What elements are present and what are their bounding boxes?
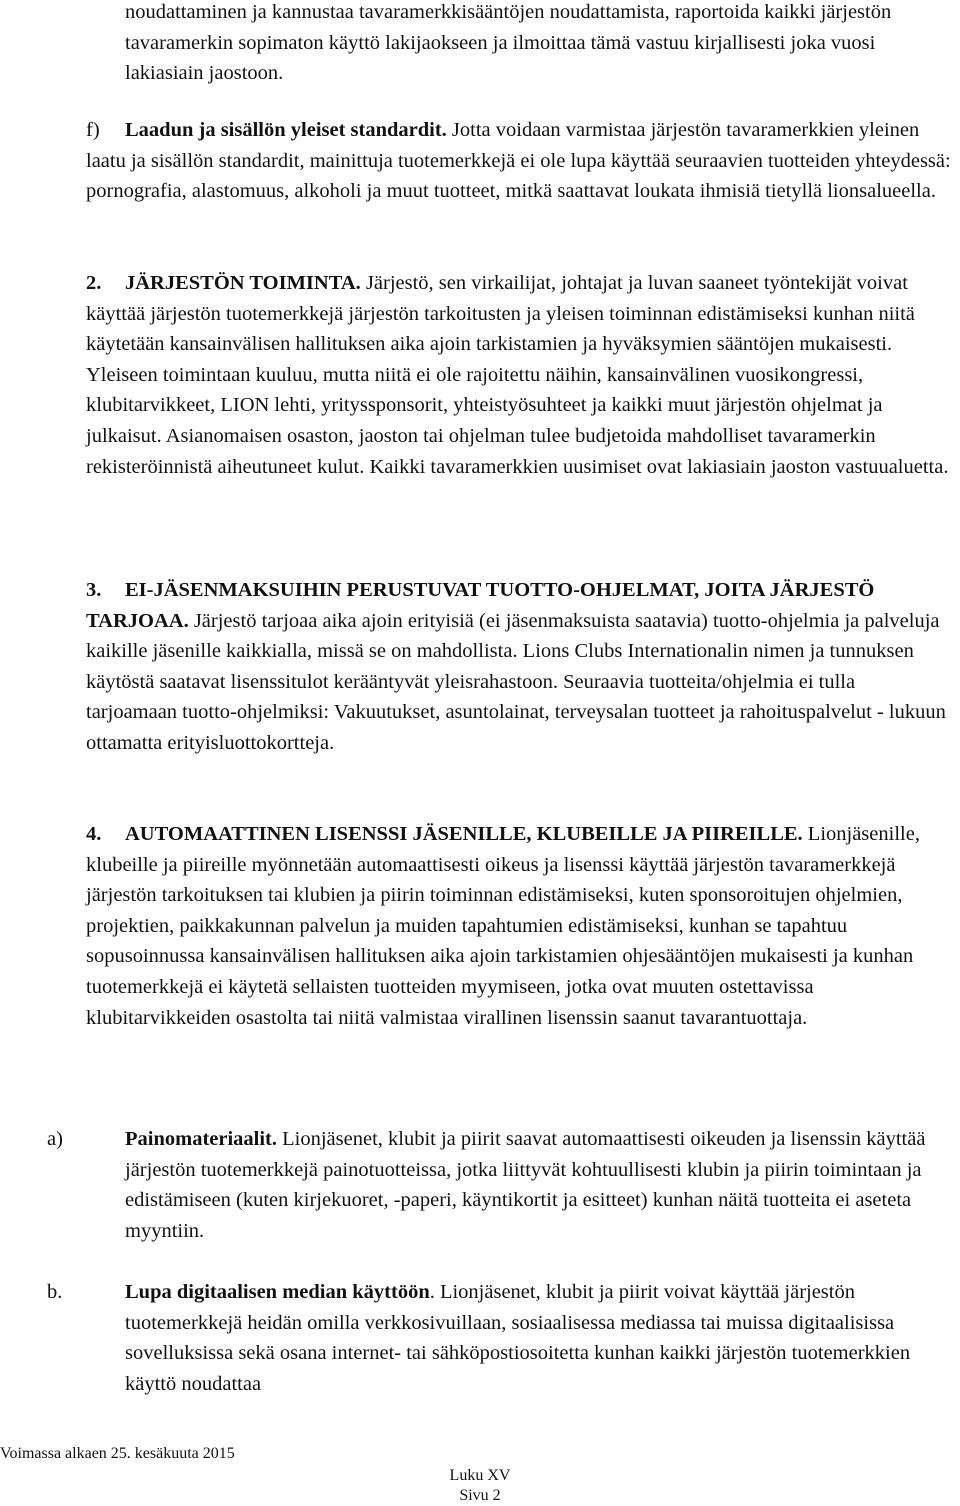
- footer-page-info: [0, 1466, 960, 1506]
- section-4-body: Lionjäsenille, klubeille ja piireille myönnetään automaattisesti oikeus ja lisenssi käyttää järjestön tavaramerkkejä järjestön tarkoituksen tai klubien ja piirin toiminnan edistämiseksi, kuten sponsoroitujen ohjelmien, projektien, paikkakunnan palvelun ja muiden tapahtumien edistämiseksi, kunhan se tapahtuu sopusoinnussa kansainvälisen hallituksen aika ajoin tarkistamien ohjesääntöjen mukaisesti ja kunhan tuotemerkkejä ei käytetä sellaisten tuotteiden myymiseen, jotka ovat muuten ostettavissa klubitarvikkeiden osastolta tai niitä valmistaa virallinen lisenssin saanut tavarantuottaja.: [86, 823, 920, 1029]
- item-f-body: Jotta voidaan varmistaa järjestön tavaramerkkien yleinen laatu ja sisällön standardit, mainittuja tuotemerkkejä ei ole lupa käyttää seuraavien tuotteiden yhteydessä: pornografia, alastomuus, alkoholi ja muut tuotteet, mitkä saattavat loukata ihmisiä tietyllä lionsalueella.: [86, 119, 951, 203]
- item-b-body: . Lionjäsenet, klubit ja piirit voivat käyttää järjestön tuotemerkkejä heidän omilla verkkosivuillaan, sosiaalisessa mediassa tai muissa digitaalisissa sovelluksissa sekä osana internet- tai sähköpostiosoitetta kunhan kaikki järjestön tuotemerkkien käyttö noudattaa: [125, 1281, 911, 1395]
- item-b: [47, 1277, 960, 1399]
- section-2-paragraph: [86, 268, 956, 482]
- footer-chapter: Luku XV: [449, 1467, 511, 1484]
- item-f-paragraph: [86, 115, 956, 207]
- section-4-heading: AUTOMAATTINEN LISENSSI JÄSENILLE, KLUBEILLE JA PIIREILLE.: [125, 823, 803, 845]
- item-a-paragraph: [47, 1124, 960, 1246]
- item-b-marker: b.: [47, 1281, 63, 1303]
- section-3-paragraph: [86, 575, 946, 759]
- item-a-heading: Painomateriaalit.: [125, 1128, 278, 1150]
- item-b-heading: Lupa digitaalisen median käyttöön: [125, 1281, 430, 1303]
- section-4-number: 4.: [86, 823, 102, 845]
- section-3-heading: EI-JÄSENMAKSUIHIN PERUSTUVAT TUOTTO-OHJELMAT, JOITA JÄRJESTÖ TARJOAA.: [86, 579, 875, 632]
- footer-page-number: Sivu 2: [459, 1487, 501, 1504]
- section-4-paragraph: [86, 819, 956, 1033]
- item-a-marker: a): [47, 1128, 63, 1150]
- section-2-number: 2.: [86, 272, 102, 294]
- item-b-paragraph: [47, 1277, 960, 1399]
- intro-paragraph: noudattaminen ja kannustaa tavaramerkkisääntöjen noudattamista, raportoida kaikki järjestön tavaramerkin sopimaton käyttö lakijaokseen ja ilmoittaa tämä vastuu kirjallisesti joka vuosi lakiasiain jaostoon.: [125, 1, 892, 85]
- section-2-body: Järjestö, sen virkailijat, johtajat ja luvan saaneet työntekijät voivat käyttää järjestön tuotemerkkejä järjestön tarkoitusten ja yleisen toiminnan edistämiseksi kunhan niitä käytetään kansainvälisen hallituksen aika ajoin tarkistamien ja hyväksymien sääntöjen mukaisesti. Yleiseen toimintaan kuuluu, mutta niitä ei ole rajoitettu näihin, kansainvälinen vuosikongressi, klubitarvikkeet, LION lehti, yrityssponsorit, yhteistyösuhteet ja kaikki muut järjestön ohjelmat ja julkaisut. Asianomaisen osaston, jaoston tai ohjelman tulee budjetoida mahdolliset tavaramerkin rekisteröinnistä aiheutuneet kulut. Kaikki tavaramerkkien uusimiset ovat lakiasiain jaoston vastuualuetta.: [86, 272, 949, 478]
- footer-effective-date: Voimassa alkaen 25. kesäkuuta 2015: [0, 1445, 235, 1462]
- item-a: [47, 1124, 960, 1246]
- item-a-body: Lionjäsenet, klubit ja piirit saavat automaattisesti oikeuden ja lisenssin käyttää järjestön tuotemerkkejä painotuotteissa, jotka liittyvät kohtuullisesti klubin ja piirin toimintaan ja edistämiseen (kuten kirjekuoret, -paperi, käyntikortit ja esitteet) kunhan näitä tuotteita ei aseteta myyntiin.: [125, 1128, 926, 1242]
- item-f-marker: f): [86, 119, 100, 141]
- section-3-number: 3.: [86, 579, 102, 601]
- item-f-heading: Laadun ja sisällön yleiset standardit.: [125, 119, 447, 141]
- section-3-body: Järjestö tarjoaa aika ajoin erityisiä (ei jäsenmaksuista saatavia) tuotto-ohjelmia ja palveluja kaikille jäsenille kaikkialla, missä se on mahdollista. Lions Clubs Internationalin nimen ja tunnuksen käytöstä saatavat lisenssitulot kerääntyvät yleisrahastoon. Seuraavia tuotteita/ohjelmia ei tulla tarjoamaan tuotto-ohjelmiksi: Vakuutukset, asuntolainat, terveysalan tuotteet ja rahoituspalvelut - lukuun ottamatta erityisluottokortteja.: [86, 609, 946, 754]
- section-2-heading: JÄRJESTÖN TOIMINTA.: [125, 272, 361, 294]
